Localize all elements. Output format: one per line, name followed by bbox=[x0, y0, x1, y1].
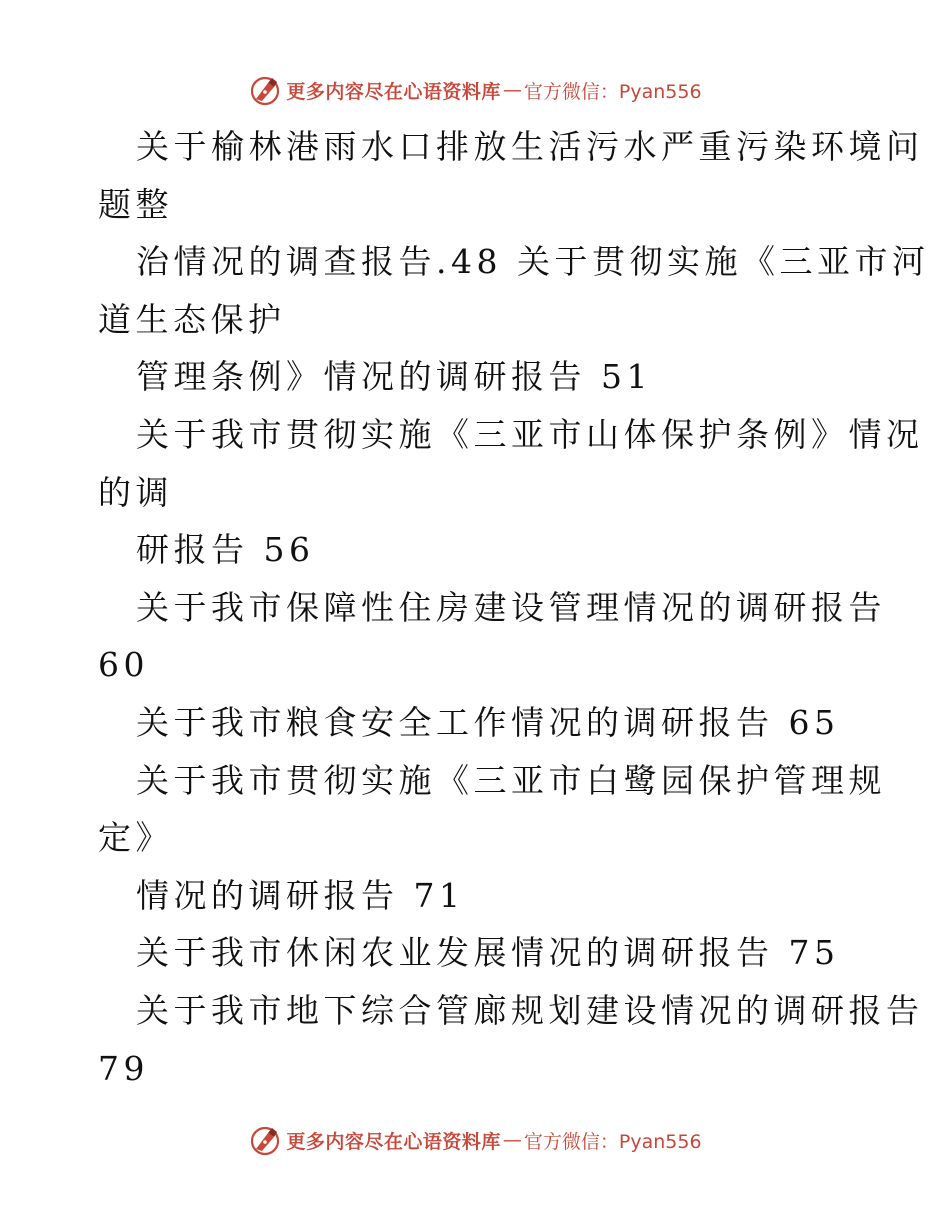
toc-line: 关于我市休闲农业发展情况的调研报告 75 bbox=[136, 933, 840, 973]
toc-line: 关于榆林港雨水口排放生活污水严重污染环境问 bbox=[136, 127, 924, 166]
toc-line: 管理条例》情况的调研报告 51 bbox=[136, 357, 652, 397]
banner-main-text: 更多内容尽在心语资料库 bbox=[286, 1130, 501, 1153]
banner-dash: — bbox=[502, 79, 522, 101]
toc-line: 情况的调研报告 71 bbox=[136, 875, 465, 915]
header-banner bbox=[0, 70, 950, 110]
toc-line: 关于我市贯彻实施《三亚市山体保护条例》情况 bbox=[136, 414, 924, 454]
banner-wechat-text: 官方微信：Pyan556 bbox=[523, 80, 702, 103]
toc-line: 60 bbox=[98, 645, 149, 685]
toc-line: 关于我市地下综合管廊规划建设情况的调研报告 bbox=[136, 990, 924, 1030]
toc-line: 道生态保护 bbox=[98, 299, 286, 339]
footer-banner bbox=[0, 1120, 950, 1160]
banner-dash: — bbox=[502, 1129, 522, 1151]
toc-line: 研报告 56 bbox=[136, 530, 315, 570]
pen-nib-logo-icon bbox=[248, 73, 282, 107]
toc-line: 定》 bbox=[98, 818, 173, 858]
toc-line: 关于我市粮食安全工作情况的调研报告 65 bbox=[136, 702, 840, 742]
pen-nib-logo-icon bbox=[248, 1123, 282, 1157]
banner-main-text: 更多内容尽在心语资料库 bbox=[286, 80, 501, 103]
banner-wechat-text: 官方微信：Pyan556 bbox=[523, 1130, 702, 1153]
toc-line: 的调 bbox=[98, 472, 173, 512]
toc-line: 关于我市贯彻实施《三亚市白鹭园保护管理规 bbox=[136, 760, 886, 800]
toc-content bbox=[98, 118, 930, 1097]
toc-line: 关于我市保障性住房建设管理情况的调研报告 bbox=[136, 587, 886, 627]
toc-line: 题整 bbox=[98, 184, 173, 224]
toc-line: 79 bbox=[98, 1048, 149, 1088]
toc-line: 治情况的调查报告.48 关于贯彻实施《三亚市河 bbox=[136, 242, 930, 282]
